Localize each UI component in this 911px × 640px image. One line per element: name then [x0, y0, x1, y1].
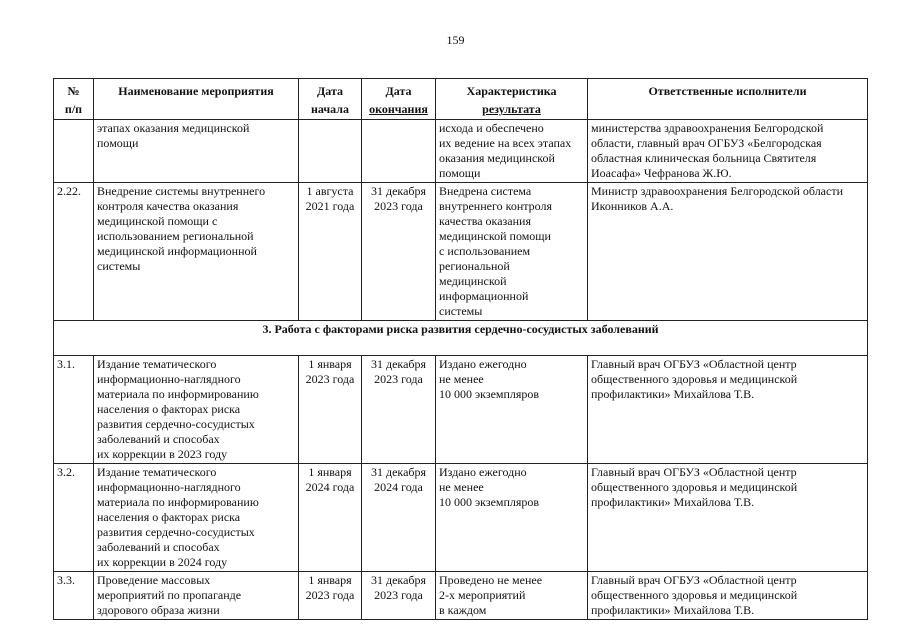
row-responsible: Главный врач ОГБУЗ «Областной центр общественного здоровья и медицинской профилактики» Михайлова Т.В.: [588, 356, 868, 464]
table-row: [54, 120, 868, 183]
table-header-row: [54, 79, 868, 120]
row-num: 3.2.: [54, 464, 94, 572]
row-responsible: Главный врач ОГБУЗ «Областной центр общественного здоровья и медицинской профилактики» Михайлова Т.В.: [588, 464, 868, 572]
row-start-date: [299, 120, 362, 183]
table-row: [54, 183, 868, 321]
row-num: 2.22.: [54, 183, 94, 321]
row-result: исхода и обеспечено их ведение на всех этапах оказания медицинской помощи: [436, 120, 588, 183]
row-result: Проведено не менее 2-х мероприятий в каждом: [436, 572, 588, 620]
row-responsible: министерства здравоохранения Белгородской области, главный врач ОГБУЗ «Белгородская областная клиническая больница Святителя Иоасафа» Чефранова Ж.Ю.: [588, 120, 868, 183]
header-end-date: Дата окончания: [362, 79, 436, 120]
row-responsible: Главный врач ОГБУЗ «Областной центр общественного здоровья и медицинской профилактики» Михайлова Т.В.: [588, 572, 868, 620]
row-name: Издание тематического информационно-наглядного материала по информированию населения о факторах риска развития сердечно-сосудистых заболеваний и способах их коррекции в 2024 году: [94, 464, 299, 572]
row-start-date: 1 августа 2021 года: [299, 183, 362, 321]
row-num: 3.1.: [54, 356, 94, 464]
header-name: Наименование мероприятия: [94, 79, 299, 120]
header-start-date: Дата начала: [299, 79, 362, 120]
header-num: № п/п: [54, 79, 94, 120]
row-responsible: Министр здравоохранения Белгородской области Иконников А.А.: [588, 183, 868, 321]
row-name: Издание тематического информационно-наглядного материала по информированию населения о факторах риска развития сердечно-сосудистых заболеваний и способах их коррекции в 2023 году: [94, 356, 299, 464]
row-start-date: 1 января 2023 года: [299, 572, 362, 620]
row-end-date: [362, 120, 436, 183]
row-end-date: 31 декабря 2024 года: [362, 464, 436, 572]
row-end-date: 31 декабря 2023 года: [362, 183, 436, 321]
row-end-date: 31 декабря 2023 года: [362, 572, 436, 620]
section-title: 3. Работа с факторами риска развития сердечно-сосудистых заболеваний: [54, 321, 868, 356]
table-row: [54, 464, 868, 572]
row-end-date: 31 декабря 2023 года: [362, 356, 436, 464]
measures-table: [53, 78, 868, 620]
row-start-date: 1 января 2024 года: [299, 464, 362, 572]
row-result: Издано ежегодно не менее 10 000 экземпляров: [436, 464, 588, 572]
row-start-date: 1 января 2023 года: [299, 356, 362, 464]
row-num: 3.3.: [54, 572, 94, 620]
row-name: Внедрение системы внутреннего контроля качества оказания медицинской помощи с использованием региональной медицинской информационной системы: [94, 183, 299, 321]
header-result: Характеристика результата: [436, 79, 588, 120]
row-result: Издано ежегодно не менее 10 000 экземпляров: [436, 356, 588, 464]
section-row: [54, 321, 868, 356]
page-number: 159: [446, 33, 465, 47]
row-name: этапах оказания медицинской помощи: [94, 120, 299, 183]
row-num: [54, 120, 94, 183]
header-responsible: Ответственные исполнители: [588, 79, 868, 120]
table-row: [54, 356, 868, 464]
table-row: [54, 572, 868, 620]
row-name: Проведение массовых мероприятий по пропаганде здорового образа жизни: [94, 572, 299, 620]
row-result: Внедрена система внутреннего контроля качества оказания медицинской помощи с использованием региональной медицинской информационной системы: [436, 183, 588, 321]
